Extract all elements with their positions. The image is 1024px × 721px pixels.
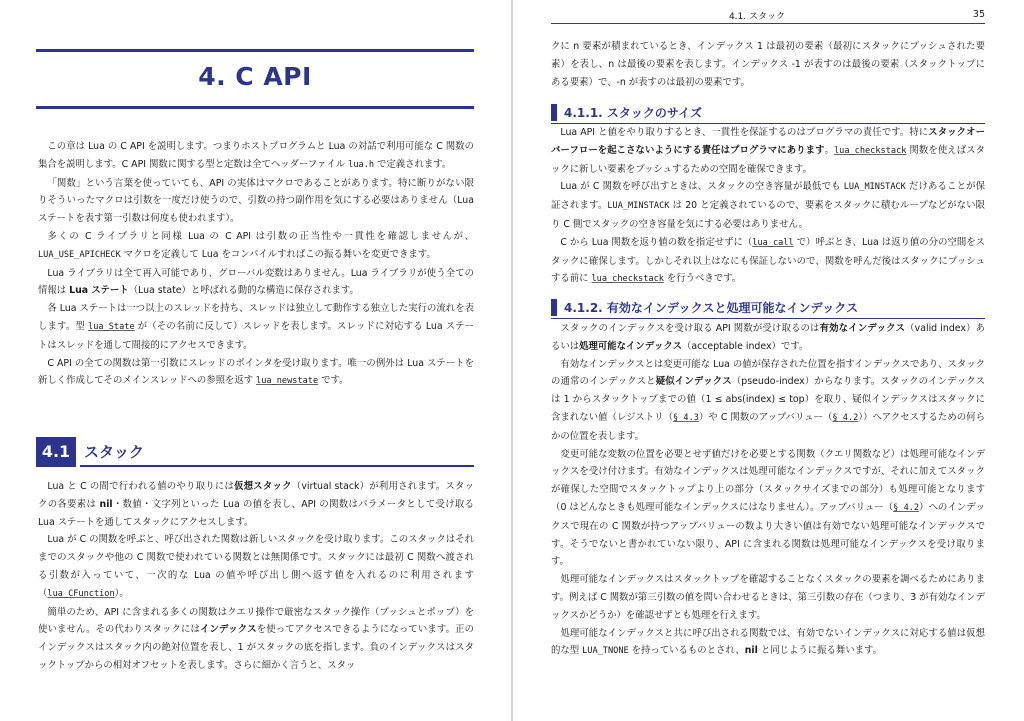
section-number: 4.1 xyxy=(36,437,76,467)
chapter-rule-bottom xyxy=(36,106,474,109)
header-rule xyxy=(551,23,985,24)
paragraph: 変更可能な変数の位置を必要とせず値だけを必要とする関数（クエリ関数など）は処理可能なインデックスを受け付けます。有効なインデックスは処理可能なインデックスですが、それに加えてスタックが確保した空間でスタックトップより上の部分（スタックサイズまでの部分）も処理可能となります（0 はどんなときも処理可能なインデックスにはなりません）。アップバリュー（§ 4.2）へのインデックスで現在の C 関数が持つアップバリューの数より大きい値は有効でない処理可能なインデックスです。そうでないと書かれていない限り、API に含まれる関数は処理可能なインデックスを受け取ります。 xyxy=(551,448,985,568)
left-page xyxy=(0,0,511,721)
paragraph: 有効なインデックスとは変更可能な Lua の値が保存された位置を指すインデックスであり、スタックの通常のインデックスと疑似インデックス（pseudo-index）からなります。スタックのインデックスは 1 からスタックトップまでの値（1 ≤ abs(index) ≤ top）を取り、疑似インデックスはスタックに含まれない値（レジストリ（§ 4.3）や C 関数のアップバリュー（§ 4.2））へアクセスするための何らかの位置を表します。 xyxy=(551,358,985,442)
bold-term: Lua ステート xyxy=(69,285,129,297)
subsection-heading-stack-size xyxy=(551,102,985,124)
reference-link[interactable]: § 4.2 xyxy=(893,502,920,513)
subsection-title: 4.1.2. 有効なインデックスと処理可能なインデックス xyxy=(564,301,859,315)
paragraph: Lua が C の関数を呼ぶと、呼び出された関数は新しいスタックを受け取ります。このスタックはそれまでのスタックや他の C 関数で使われている関数とは無関係です。スタックには最初 C 関数へ渡される引数が入っていて、一次的な Lua の値や呼び出し側へ返す値を入れるのに利用されます（lua_CFunction）。 xyxy=(38,534,474,599)
page-number: 35 xyxy=(972,9,985,20)
code-term: LUA_TNONE xyxy=(582,646,629,657)
subsection-rule xyxy=(551,318,985,319)
paragraph: 多くの C ライブラリと同様 Lua の C API は引数の正当性や一貫性を確認しませんが、LUA_USE_APICHECK マクロを定義して Lua をコンパイルすればこの振る舞いを変更できます。 xyxy=(38,230,474,260)
paragraph: Lua が C 関数を呼び出すときは、スタックの空き容量が最低でも LUA_MINSTACK だけあることが保証されます。LUA_MINSTACK は 20 と定義されているので、要素をスタックに積むループなどがない限り C 側でスタックの空き容量を気にする必要はありません。 xyxy=(551,181,985,230)
paragraph: Lua と C の間で行われる値のやり取りには仮想スタック（virtual stack）が利用されます。スタックの各要素は nil・数値・文字列といった Lua の値を表し、API の関数はパラメータとして受け取る Lua ステートを通してスタックにアクセスします。 xyxy=(38,481,474,528)
bold-term: nil xyxy=(99,498,113,510)
paragraph: 処理可能なインデックスはスタックトップを確認することなくスタックの要素を調べるためにあります。例えば C 関数が第三引数の値を問い合わせるときは、第三引数の存在（つまり、3 が有効なインデックスかどうか）を確認せずとも処理を行えます。 xyxy=(551,574,985,621)
section-title: スタック xyxy=(84,443,145,461)
indices-body xyxy=(551,320,985,661)
reference-link[interactable]: lua_newstate xyxy=(256,376,319,387)
subsection-bar xyxy=(551,104,557,121)
reference-link[interactable]: lua_call xyxy=(752,237,794,248)
chapter-intro xyxy=(38,138,474,391)
paragraph: 簡単のため、API に含まれる多くの関数はクエリ操作で厳密なスタック操作（プッシュとポップ）を使いません。その代わりスタックにはインデックスを使ってアクセスできるようになっています。正のインデックスはスタック内の絶対位置を表し、1 がスタックの底を指します。負のインデックスはスタックトップからの相対オフセットを表します。さらに細かく言うと、スタッ xyxy=(38,606,474,671)
paragraph: 「関数」という言葉を使っていても、API の実体はマクロであることがあります。特に断りがない限りそういったマクロは引数を一度だけ使うので、引数の持つ副作用を気にする必要はありません（Lua ステートを表す第一引数は何度も使われます）。 xyxy=(38,177,474,225)
subsection-title: 4.1.1. スタックのサイズ xyxy=(564,106,702,120)
chapter-rule-top xyxy=(36,49,474,52)
paragraph: クに n 要素が積まれているとき、インデックス 1 は最初の要素（最初にスタックにプッシュされた要素）を表し、n は最後の要素を表します。インデックス -1 が表すのは最後の要素（スタックトップにある要素）で、-n が表すのは最初の要素です。 xyxy=(551,41,985,88)
paragraph: 処理可能なインデックスと共に呼び出される関数では、有効でないインデックスに対応する値は仮想的な型 LUA_TNONE を持っているものとされ、nil と同じように振る舞います。 xyxy=(551,627,985,657)
reference-link[interactable]: lua_State xyxy=(88,321,135,332)
reference-link[interactable]: lua_CFunction xyxy=(47,588,115,599)
paragraph: Lua API と値をやり取りするとき、一貫性を保証するのはプログラマの責任です。特にスタックオーバーフローを起こさないようにする責任はプログラマにあります。lua_checkstack 関数を使えばスタックに新しい要素をプッシュするための空間を確保できます。 xyxy=(551,127,985,175)
paragraph: スタックのインデックスを受け取る API 関数が受け取るのは有効なインデックス（valid index）あるいは処理可能なインデックス（acceptable index）です。 xyxy=(551,323,985,352)
bold-term: 仮想スタック xyxy=(234,481,292,492)
code-term: LUA_MINSTACK xyxy=(843,182,906,193)
reference-link[interactable]: § 4.3 xyxy=(673,412,699,423)
section-heading xyxy=(36,437,474,469)
bold-term: インデックス xyxy=(200,624,257,636)
section-rule xyxy=(80,465,474,467)
stack-section-body xyxy=(38,478,474,675)
bold-term: 有効なインデックス xyxy=(819,323,906,334)
continued-text xyxy=(551,38,985,91)
bold-term: 処理可能なインデックス xyxy=(579,340,682,352)
paragraph: C API の全ての関数は第一引数にスレッドのポインタを受け取ります。唯一の例外は Lua ステートを新しく作成してそのメインスレッドへの参照を返す lua_newstate です。 xyxy=(38,357,474,387)
right-page xyxy=(513,0,1024,721)
bold-term: スタックオーバーフローを起こさないようにする責任はプログラマにあります xyxy=(551,127,985,156)
paragraph: この章は Lua の C API を説明します。つまりホストプログラムと Lua の対話で利用可能な C 関数の集合を説明します。C API 関数に関する型と定数は全てヘッダーファイル lua.h で定義されます。 xyxy=(38,141,474,170)
bold-term: 疑似インデックス xyxy=(655,376,732,388)
running-header xyxy=(551,9,985,23)
paragraph: C から Lua 関数を返り値の数を指定せずに（lua_call で）呼ぶとき、Lua は返り値の分の空間をスタックに確保します。しかしそれ以上はなにも保証しないので、関数を呼んだ後はスタックにプッシュする前に lua_checkstack を行うべきです。 xyxy=(551,236,985,285)
subsection-heading-indices xyxy=(551,297,985,319)
paragraph: 各 Lua ステートは一つ以上のスレッドを持ち、スレッドは独立して動作する独立した実行の流れを表します。型 lua_State が（その名前に反して）スレッドを表します。スレッドに対応する Lua ステートはスレッドを通して間接的にアクセスできます。 xyxy=(38,303,475,351)
bold-term: nil xyxy=(744,645,758,657)
paragraph: Lua ライブラリは全て再入可能であり、グローバル変数はありません。Lua ライブラリが使う全ての情報は Lua ステート（Lua state）と呼ばれる動的な構造に保存されます。 xyxy=(38,267,474,297)
chapter-title: 4. C API xyxy=(198,62,312,91)
code-term: lua.h xyxy=(348,159,375,170)
stack-size-body xyxy=(551,124,985,289)
subsection-bar xyxy=(551,299,557,316)
reference-link[interactable]: lua_checkstack xyxy=(591,274,664,285)
code-term: LUA_MINSTACK xyxy=(607,201,670,212)
reference-link[interactable]: lua_checkstack xyxy=(833,145,907,156)
code-term: LUA_USE_APICHECK xyxy=(38,249,121,260)
running-title: 4.1. スタック xyxy=(728,12,785,22)
reference-link[interactable]: § 4.2 xyxy=(832,412,859,423)
